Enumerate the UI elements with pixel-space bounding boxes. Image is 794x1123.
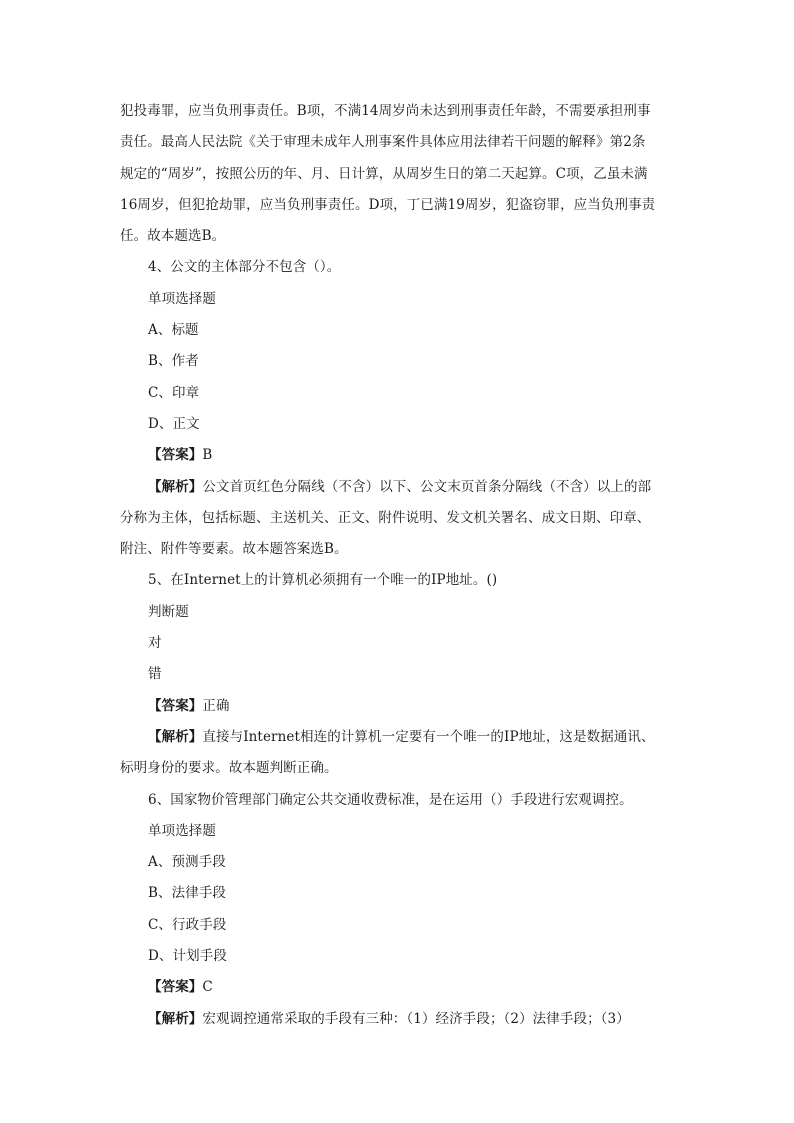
option-b: B、法律手段 [148,885,227,902]
question-text: 6、国家物价管理部门确定公共交通收费标准，是在运用（）手段进行宏观调控。 [148,791,633,808]
option-c: C、行政手段 [148,916,227,933]
option-false: 错 [148,666,162,683]
analysis-label: 【解析】 [148,728,203,745]
answer-value: B [202,447,213,464]
analysis-line [120,1004,684,1035]
question-4 [120,252,684,565]
analysis-label: 【解析】 [148,1010,203,1027]
answer-label: 【答案】 [148,697,203,714]
answer-value: C [202,979,213,996]
question-type: 判断题 [148,603,189,620]
option-a: A、预测手段 [148,854,226,871]
answer-label: 【答案】 [148,979,203,996]
option-true: 对 [148,635,162,652]
analysis-line [120,722,684,753]
analysis-line [120,472,684,503]
answer-line [120,691,684,722]
option-b: B、作者 [148,353,199,370]
question-5 [120,565,684,784]
analysis-label: 【解析】 [148,478,203,495]
previous-analysis-continuation [120,96,684,252]
text-line: 犯投毒罪，应当负刑事责任。B项，不满14周岁尚未达到刑事责任年龄，不需要承担刑事 [120,103,651,119]
text-line: 任。故本题选B。 [120,228,226,245]
text-line: 责任。最高人民法院《关于审理未成年人刑事案件具体应用法律若干问题的解释》第2条 [120,134,646,151]
question-text: 5、在Internet上的计算机必须拥有一个唯一的IP地址。() [148,572,498,589]
question-6 [120,785,684,1035]
analysis-text: 分称为主体，包括标题、主送机关、正文、附件说明、发文机关署名、成文日期、印章、 [120,509,651,526]
answer-value: 正确 [202,697,230,714]
text-line: 16周岁，但犯抢劫罪，应当负刑事责任。D项，丁已满19周岁，犯盗窃罪，应当负刑事责 [120,196,656,213]
document-body [120,96,684,1035]
analysis-text: 直接与Internet相连的计算机一定要有一个唯一的IP地址，这是数据通讯、 [202,728,655,745]
question-type: 单项选择题 [148,290,216,307]
option-d: D、计划手段 [148,948,227,965]
analysis-text: 公文首页红色分隔线（不含）以下、公文末页首条分隔线（不含）以上的部 [202,478,652,495]
question-text: 4、公文的主体部分不包含（）。 [148,259,341,276]
analysis-text: 宏观调控通常采取的手段有三种：（1）经济手段；（2）法律手段；（3） [202,1010,630,1027]
analysis-text: 附注、附件等要素。故本题答案选B。 [120,541,348,558]
analysis-text: 标明身份的要求。故本题判断正确。 [120,760,338,777]
option-a: A、标题 [148,322,199,339]
option-c: C、印章 [148,384,200,401]
option-d: D、正文 [148,415,200,432]
text-line: 规定的“周岁”，按照公历的年、月、日计算，从周岁生日的第二天起算。C项，乙虽未满 [120,165,648,182]
answer-label: 【答案】 [148,447,203,464]
answer-line [120,972,684,1003]
answer-line [120,440,684,471]
question-type: 单项选择题 [148,822,216,839]
